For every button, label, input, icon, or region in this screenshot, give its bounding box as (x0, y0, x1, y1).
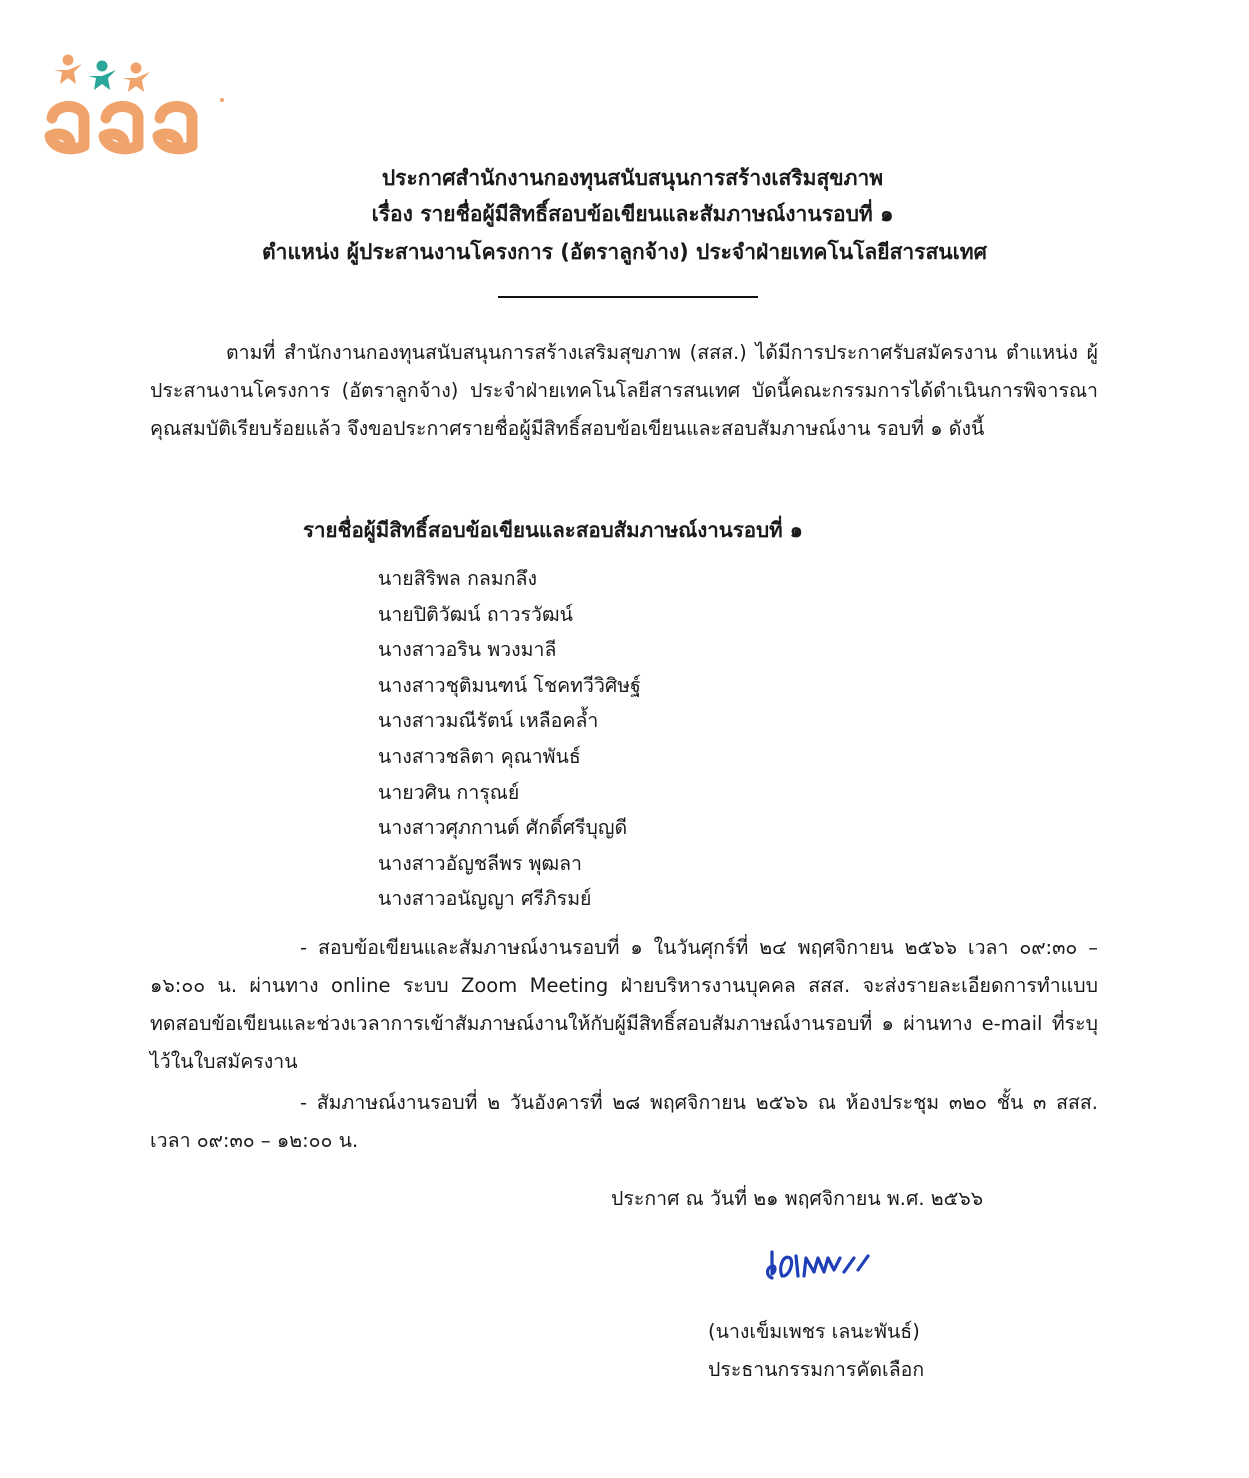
list-item: นางสาวอริน พวงมาลี (378, 638, 557, 662)
announcement-title: ประกาศสำนักงานกองทุนสนับสนุนการสร้างเสริมสุขภาพ (381, 166, 884, 190)
intro-paragraph: ตามที่ สำนักงานกองทุนสนับสนุนการสร้างเสริมสุขภาพ (สสส.) ได้มีการประกาศรับสมัครงาน ตำแหน่ง ผู้ประสานงานโครงการ (อัตราลูกจ้าง) ประจำฝ่ายเทคโนโลยีสารสนเทศ บัดนี้คณะกรรมการได้ดำเนินการพิจารณาคุณสมบัติเรียบร้อยแล้ว จึงขอประกาศรายชื่อผู้มีสิทธิ์สอบข้อเขียนและสอบสัมภาษณ์งาน รอบที่ ๑ ดังนี้ (150, 341, 1098, 440)
round-2-details: - สัมภาษณ์งานรอบที่ ๒ วันอังคารที่ ๒๘ พฤศจิกายน ๒๕๖๖ ณ ห้องประชุม ๓๒๐ ชั้น ๓ สสส. เวลา ๐๙:๓๐ – ๑๒:๐๐ น. (150, 1091, 1098, 1152)
candidate-list-title: รายชื่อผู้มีสิทธิ์สอบข้อเขียนและสอบสัมภาษณ์งานรอบที่ ๑ (303, 518, 803, 542)
list-item: นางสาวชุติมนฑน์ โชคทวีวิศิษฐ์ (378, 673, 641, 697)
figure-left-icon (54, 55, 82, 85)
list-item: นางสาวชลิตา คุณาพันธ์ (378, 744, 581, 768)
signer-name: (นางเข็มเพชร เลนะพันธ์) (708, 1320, 920, 1343)
header-divider (498, 296, 758, 298)
signature-icon (760, 1232, 890, 1292)
figure-center-icon (88, 61, 116, 91)
list-item: นายปิติวัฒน์ ถาวรวัฒน์ (378, 602, 573, 626)
round-1-details: - สอบข้อเขียนและสัมภาษณ์งานรอบที่ ๑ ในวันศุกร์ที่ ๒๔ พฤศจิกายน ๒๕๖๖ เวลา ๐๙:๓๐ – ๑๖:๐๐ น. ผ่านทาง online ระบบ Zoom Meeting ฝ่ายบริหารงานบุคคล สสส. จะส่งรายละเอียดการทำแบบทดสอบข้อเขียนและช่วงเวลาการเข้าสัมภาษณ์งานให้กับผู้มีสิทธิ์สอบสัมภาษณ์งานรอบที่ ๑ ผ่านทาง e-mail ที่ระบุไว้ในใบสมัครงาน (150, 936, 1098, 1073)
list-item: นางสาวมณีรัตน์ เหลือคล้ำ (378, 709, 599, 733)
announcement-date: ประกาศ ณ วันที่ ๒๑ พฤศจิกายน พ.ศ. ๒๕๖๖ (611, 1187, 984, 1210)
figure-right-icon (122, 63, 150, 93)
candidate-list (378, 561, 641, 917)
list-item: นายสิริพล กลมกลึง (378, 567, 537, 590)
announcement-position: ตำแหน่ง ผู้ประสานงานโครงการ (อัตราลูกจ้าง) ประจำฝ่ายเทคโนโลยีสารสนเทศ (262, 240, 987, 264)
list-item: นางสาวอนัญญา ศรีภิรมย์ (378, 887, 592, 911)
list-item: นางสาวศุภกานต์ ศักดิ์ศรีบุญดี (378, 816, 628, 840)
announcement-subject: เรื่อง รายชื่อผู้มีสิทธิ์สอบข้อเขียนและสัมภาษณ์งานรอบที่ ๑ (371, 202, 894, 226)
signer-title: ประธานกรรมการคัดเลือก (708, 1358, 925, 1381)
list-item: นายวศิน การุณย์ (378, 780, 520, 804)
list-item: นางสาวอัญชลีพร พุฒลา (378, 851, 583, 875)
logo-letters-icon (50, 106, 192, 148)
thaihealth-logo (40, 48, 230, 160)
